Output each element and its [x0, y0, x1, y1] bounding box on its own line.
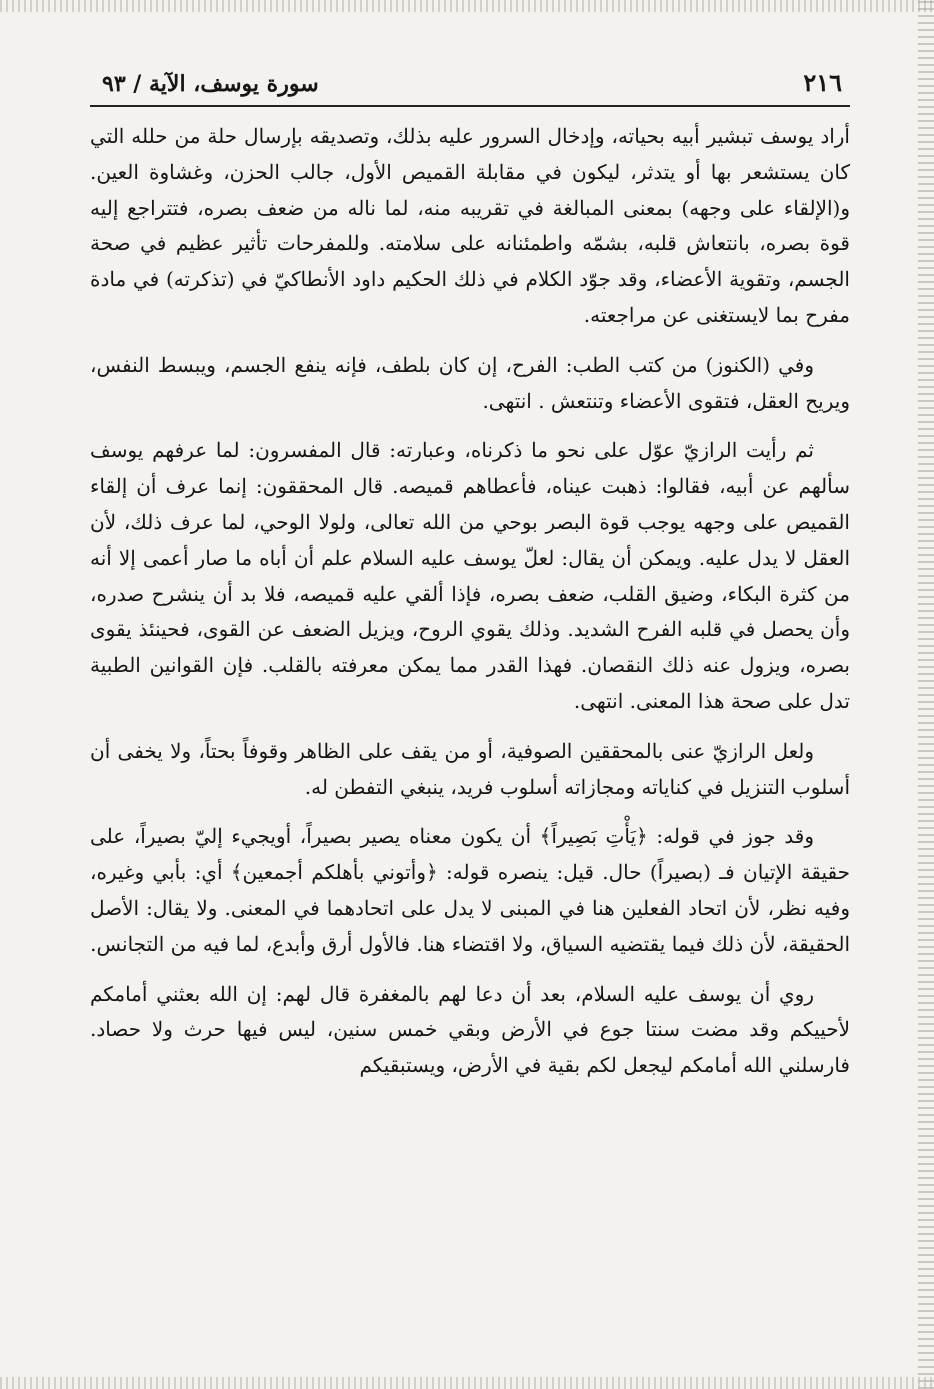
page-header [90, 60, 850, 107]
paragraph: وفي (الكنوز) من كتب الطب: الفرح، إن كان بلطف، فإنه ينفع الجسم، ويبسط النفس، ويريح العقل، فتقوى الأعضاء وتنتعش . انتهى. [90, 352, 850, 413]
paragraph: روي أن يوسف عليه السلام، بعد أن دعا لهم بالمغفرة قال لهم: إن الله بعثني أمامكم لأحييكم وقد مضت سنتا جوع في الأرض وبقي خمس سنين، ليس فيها حرث ولا حصاد. فارسلني الله أمامكم ليجعل لكم بقية في الأرض، ويستبقيكم [90, 981, 850, 1078]
paragraph: أراد يوسف تبشير أبيه بحياته، وإدخال السرور عليه بذلك، وتصديقه بإرسال حلة من حلله التي كان يستشعر بها أو يتدثر، ليكون في مقابلة القميص الأول، جالب الحزن، وغشاوة العين. و(الإلقاء على وجهه) بمعنى المبالغة في تقريبه منه، لما ناله من ضعف بصره، فتتراجع إليه قوة بصره، بانتعاش قلبه، بشمّه واطمئنانه على سلامته. وللمفرحات تأثير عظيم في صحة الجسم، وتقوية الأعضاء، وقد جوّد الكلام في ذلك الحكيم داود الأنطاكيّ في (تذكرته) في مادة مفرح بما لايستغنى عن مراجعته. [90, 124, 850, 327]
decorative-bottom-border [0, 1377, 934, 1389]
running-title: سورة يوسف، الآية / ٩٣ [102, 71, 319, 97]
paragraph: ثم رأيت الرازيّ عوّل على نحو ما ذكرناه، وعبارته: قال المفسرون: لما عرفهم يوسف سألهم عن أبيه، فقالوا: ذهبت عيناه، فأعطاهم قميصه. قال المحققون: إنما عرف أن إلقاء القميص على وجهه يوجب قوة البصر بوحي من الله تعالى، ولولا الوحي، لما عرف ذلك، لأن العقل لا يدل عليه. ويمكن أن يقال: لعلّ يوسف عليه السلام علم أن أباه ما صار أعمى إلا أنه من كثرة البكاء، وضيق القلب، ضعف بصره، فإذا ألقي عليه قميصه، فلا بد أن ينشرح صدره، وأن يحصل في قلبه الفرح الشديد. وذلك يقوي الروح، ويزيل الضعف عن القوى، فحينئذ يقوى بصره، ويزول عنه ذلك النقصان. فهذا القدر مما يمكن معرفته بالقلب. فإن القوانين الطبية تدل على صحة هذا المعنى. انتهى. [90, 438, 850, 713]
decorative-top-border [0, 0, 934, 12]
paragraph: ولعل الرازيّ عنى بالمحققين الصوفية، أو من يقف على الظاهر وقوفاً بحتاً، ولا يخفى أن أسلوب التنزيل في كناياته ومجازاته أسلوب فريد، ينبغي التفطن له. [90, 738, 850, 799]
book-page [90, 60, 850, 1340]
decorative-side-border [918, 0, 934, 1389]
paragraph: وقد جوز في قوله: ﴿يَأْتِ بَصِيراً﴾ أن يكون معناه يصير بصيراً، أويجيء إليّ بصيراً، على حقيقة الإتيان فـ (بصيراً) حال. قيل: ينصره قوله: ﴿وأتوني بأهلكم أجمعين﴾ أي: بأبي وغيره، وفيه نظر، لأن اتحاد الفعلين هنا في المبنى لا يدل على اتحادهما في المعنى. ولا يقال: الأصل الحقيقة، لأن ذلك فيما يقتضيه السياق، ولا اقتضاء هنا. فالأول أرق وأبدع، لما فيه من التجانس. [90, 824, 850, 956]
page-body [90, 107, 850, 1084]
page-number: ٢١٦ [803, 68, 842, 97]
